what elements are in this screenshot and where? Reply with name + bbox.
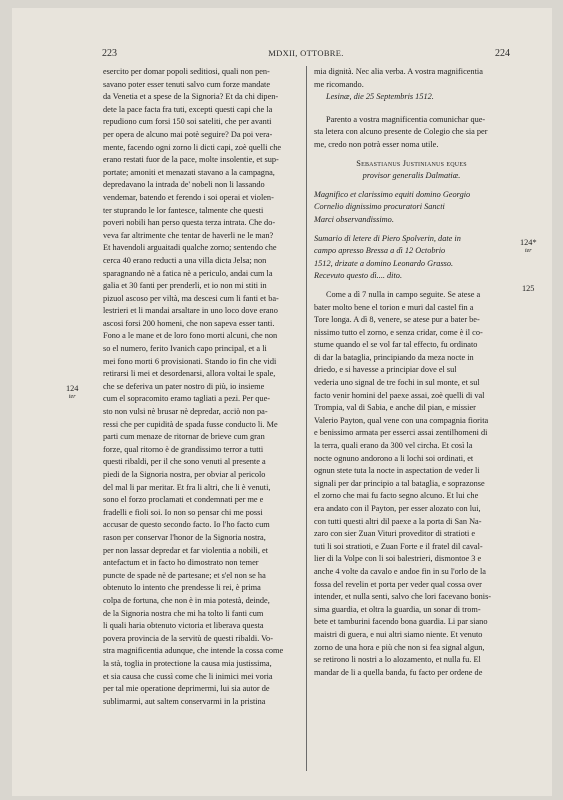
text-line: la terra, quali erano da 300 vel circha. Et così la [314,441,473,451]
text-line: Valerio Payton, qual vene con una compagnia fiorita [314,415,489,425]
text-line: Fono a le mane et de loro fono morti alcuni, che non [103,331,278,341]
margin-note-sup: ter [524,248,532,254]
parento-paragraph [314,114,509,152]
margin-note-left [66,384,78,402]
text-line: e benissimo armata per esserci assai zentilhomeni di [314,428,488,438]
text-line: Tore longa. A dì 8, venere, se atese pur a bater be- [314,315,480,325]
right-page-number: 224 [495,48,510,59]
text-line: mandar de li a quella banda, fu facto per ordene de [314,667,483,677]
text-line: per tal mie operatione deprimermi, lui sia autor de [103,684,270,694]
text-line: tuti li soi stratioti, e Zuan Forte e il fratel dil caval- [314,541,483,551]
text-line: esercito per domar popoli seditiosi, quali non pen- [103,67,270,76]
text-line: portate; amoniti et menazati stavano a la campagna, [103,167,275,177]
text-line: savano poter esser tenuti salvo cum forze mandate [103,79,271,89]
text-line: signali per dar principio a tal bataglia, e soprazonse [314,478,485,488]
text-line: sparagnando nè a fatica nè a periculo, andai cum la [103,268,273,278]
text-line: per opera de alcuno mai potè seguire? Da poi vera- [103,129,273,139]
summary-body [314,289,509,679]
text-line: sto non vulsi nè brusar nè depredar, acciò non pa- [103,407,268,417]
text-line: campo apresso Bressa a dì 12 Octobrio [314,246,446,256]
text-line: forze, qual ritorno è de grandissimo terror a tutti [103,444,264,454]
running-header [102,48,510,62]
text-line: sono el forzo proclamati et condemnati per me e [103,495,264,505]
text-line: parti cum menaze de ritornar de brieve cum gran [103,432,265,442]
left-page-number: 223 [102,48,117,59]
text-line: da Venetia et a spese de la Signoria? Et da chi dipen- [103,92,279,102]
text-line: et sia causa che cussì come che li inimici mei voria [103,671,273,681]
text-line: ter stuprando le lor fantesce, talmente che questi [103,205,264,215]
text-line: de la Signoria nostra che mi ha tolto li fanti cum [103,608,264,618]
text-line: repudiono cum forsi 150 soi sateliti, che per avanti [103,117,272,127]
text-line: colpa de fortuna, che non è in mia potestà, deinde, [103,595,270,605]
text-line: lestrieri et li mandai arsaltare in uno loco dove erano [103,306,278,316]
text-line: Sumario di letere di Piero Spolverin, date in [314,233,461,243]
signature-title: provisor generalis Dalmatiæ. [362,171,461,181]
text-line: zaro con sier Zuan Vituri proveditor di stratioti e [314,529,476,539]
text-line: el zorno che mai fu facto segno alcuno. Et lui che [314,491,479,501]
text-line: antefactum et in facto ho dimostrato non temer [103,558,259,568]
text-line: per non lassar depredar et far violentia a nobili, et [103,545,268,555]
text-line: so el numero, ferito Ivanich capo principal, et a li [103,344,267,354]
margin-note-number: 125 [522,284,535,293]
text-line: obtenuto lo intento che prendesse li rei, è prima [103,583,261,593]
text-line: 1512, drizate a domino Leonardo Grasso. [314,258,454,268]
text-line: povera provincia de la servitù de questi ribaldi. Vo- [103,633,273,643]
text-line: facto venir homini del paexe assai, zoè quelli di val [314,390,485,400]
text-line: piedi de la Signoria nostra, per obviar al pericolo [103,470,266,479]
running-title: MDXII, OTTOBRE. [268,48,344,58]
signature-name: Sebastianus Justinianus eques [356,158,467,168]
text-line: fossa del revelin et porta per veder qual cossa over [314,579,482,589]
text-line: con tutti questi altri dil paexe a la porta di San Na- [314,516,482,526]
text-line: maistri di guera, e nui altri siamo niente. Et venuto [314,629,483,639]
text-line: lier di la Volpe con li soi balestrieri, dismontoe 3 e [314,554,482,564]
text-line: nocte ognuno andorono a li lochi soi ordinati, et [314,453,474,463]
letter-address [314,189,509,227]
text-line: Trompia, val di Sabia, e anche dil pian, e missier [314,403,476,413]
text-line: accusar de questo secondo facto. Io l'ho facto cum [103,520,270,530]
text-line: Et havendoli arguaitadi qualche zorno; sentendo che [103,243,277,253]
text-line: depredavano la intrada de' nobeli non li lassando [103,180,265,190]
text-line: nissimo tutto el zorno, e senza cridar, come è il co- [314,327,483,337]
text-line: ressi che per cupidità de spada fusse conducto li. Me [103,419,278,429]
text-line: Parento a vostra magnificentia comunichar que- [326,114,486,124]
margin-note-number: 124 [66,384,79,393]
text-line: mente, facendo ogni zorno li dicti capi, zoè quelli che [103,142,282,152]
text-line: vendemar, batendo et ferendo i soi operai et violen- [103,192,274,202]
text-line: ascosi forsi 200 homeni, che non sapeva esser tanti. [103,318,275,328]
book-page [12,8,552,796]
text-line: retirarsi li mei et desordenarsi, allora voltai le spale, [103,369,276,379]
text-line: vederia uno signal de tre fochi in sul monte, et sul [314,378,480,388]
text-line: bete et tamburini facendo bona guardia. Li par siano [314,617,488,627]
summary-heading [314,233,509,283]
column-divider [306,66,307,771]
margin-note-number: 124* [520,238,537,247]
letter-date: Lesinæ, die 25 Septembris 1512. [326,92,434,102]
text-line: poveri nobili han perso questa terza intrata. Che do- [103,218,276,228]
text-line: Come a dì 7 nulla in campo seguite. Se atese a [326,289,481,299]
text-line: veva far altrimente che tentar de haverli ne le man? [103,230,274,240]
text-line: Cornelio dignissimo procuratori Sancti [314,202,445,212]
margin-note-right-top [520,238,537,256]
text-line: rason per conservar l'honor de la Signoria nostra, [103,532,266,542]
text-line: Magnifico et clarissimo equiti domino Georgio [314,189,471,199]
text-line: intender, et nulla senti, salvo che lori facevano bonis- [314,592,492,602]
text-line: dete la pace facta fra tuti, excepti questi capi che la [103,104,273,114]
text-line: me ricomando. [314,79,364,89]
text-line: questi ribaldi, per il che sono venuti al presente a [103,457,266,467]
text-line: Marci observandissimo. [314,214,394,224]
margin-note-sup: ter [68,394,76,400]
letter-ending [314,66,509,91]
text-line: cum el sopracomito eramo tagliati a pezi. Per que- [103,394,271,404]
text-line: zorno de una hora e più che non si fea signal algun, [314,642,485,652]
text-line: mia dignità. Nec alia verba. A vostra magnificentia [314,67,483,76]
text-line: anche 4 volte da cavalo e andoe fin in su l'orlo de la [314,566,486,576]
text-line: mei fono morti 6 provisionati. Stando io fin che vidi [103,356,277,366]
text-line: stume quando el se vol far tal effecto, fu ordinato [314,340,478,350]
text-line: fradelli e fioli soi. Io non so pensar chi me possi [103,507,263,517]
text-line: cerca 40 erano reducti a una villa dicta Jelsa; non [103,255,267,265]
text-line: sta letera con alcuno presente de Colegio che sia per [314,127,488,137]
text-line: driedo, e si havesse a principiar dove el sul [314,365,457,375]
text-line: Recevuto questo dì.... dito. [314,271,403,281]
text-line: del mal li par meritar. Et fra li altri, che li è venuti, [103,482,271,492]
text-line: che se deferiva un pater nostro di più, io insieme [103,381,265,391]
text-line: pizuol ascoso per viltà, ma descesi cum li fanti et ba- [103,293,279,303]
text-line: ognun stete tuta la nocte in aspectation de veder li [314,466,480,476]
text-line: era andato con il Payton, per esser alozato con lui, [314,504,481,513]
text-line: di dar la bataglia, principiando da meza nocte in [314,352,474,362]
text-line: bater molto bene el torion e muri dal castel fin a [314,302,474,312]
right-column [314,66,509,679]
text-line: erano restati fuor de la pace, molte insolentie, et sup- [103,155,279,165]
text-line: sublimarmi, aut saltem conservarmi in la pristina [103,696,266,706]
text-line: la stà, toglia in protectione la causa mia justissima, [103,658,272,668]
text-line: puncte de spade nè de partesane; et s'el non se ha [103,570,266,580]
text-line: se retirono li nostri a lo alozamento, et nulla fu. El [314,655,481,665]
text-line: stra magnificentia adunque, che intende la cossa come [103,646,284,656]
text-line: galia et 30 fanti per prenderli, et io non mi stiti in [103,281,267,291]
text-line: me, credo non potrà esser noma utile. [314,139,439,149]
text-line: li quali haria obtenuto victoria et liberava questa [103,621,264,631]
left-column [103,66,299,708]
text-line: sima guardia, et oltra la guardia, un sonar di trom- [314,604,481,614]
margin-note-right-bottom [522,284,534,293]
